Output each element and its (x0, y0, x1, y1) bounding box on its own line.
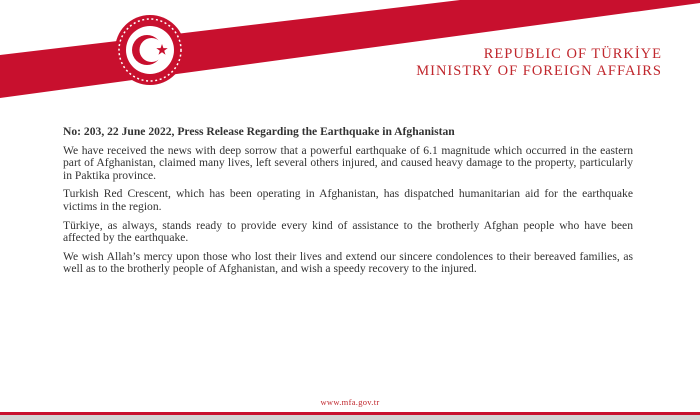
footer-website-link[interactable]: www.mfa.gov.tr (320, 397, 380, 407)
footer-red-stripe (0, 412, 700, 415)
paragraph-red-crescent: Turkish Red Crescent, which has been operating in Afghanistan, has dispatched humanitarian aid for the earthquake victims in the region. (63, 187, 633, 213)
crescent-star-emblem-icon (90, 6, 210, 96)
header-line-republic: REPUBLIC OF TÜRKİYE (483, 46, 662, 62)
paragraph-earthquake-news: We have received the news with deep sorrow that a powerful earthquake of 6.1 magnitude which occurred in the eastern part of Afghanistan, claimed many lives, left several others injured, and caused heavy damage to the property, particularly in Paktika province. (63, 143, 633, 182)
footer-bar (0, 412, 700, 420)
header-line-ministry: MINISTRY OF FOREIGN AFFAIRS (416, 63, 662, 79)
paragraph-assistance: Türkiye, as always, stands ready to provide every kind of assistance to the brotherly Afghan people who have been affected by the earthquake. (63, 218, 633, 245)
press-release-title: No: 203, 22 June 2022, Press Release Regarding the Earthquake in Afghanistan (63, 125, 455, 138)
ministry-header (416, 46, 662, 80)
paragraph-condolences: We wish Allah’s mercy upon those who lost their lives and extend our sincere condolences to their bereaved families, as well as to the brotherly people of Afghanistan, and wish a speedy recovery to the injured. (63, 249, 633, 276)
press-release-body (63, 126, 633, 282)
